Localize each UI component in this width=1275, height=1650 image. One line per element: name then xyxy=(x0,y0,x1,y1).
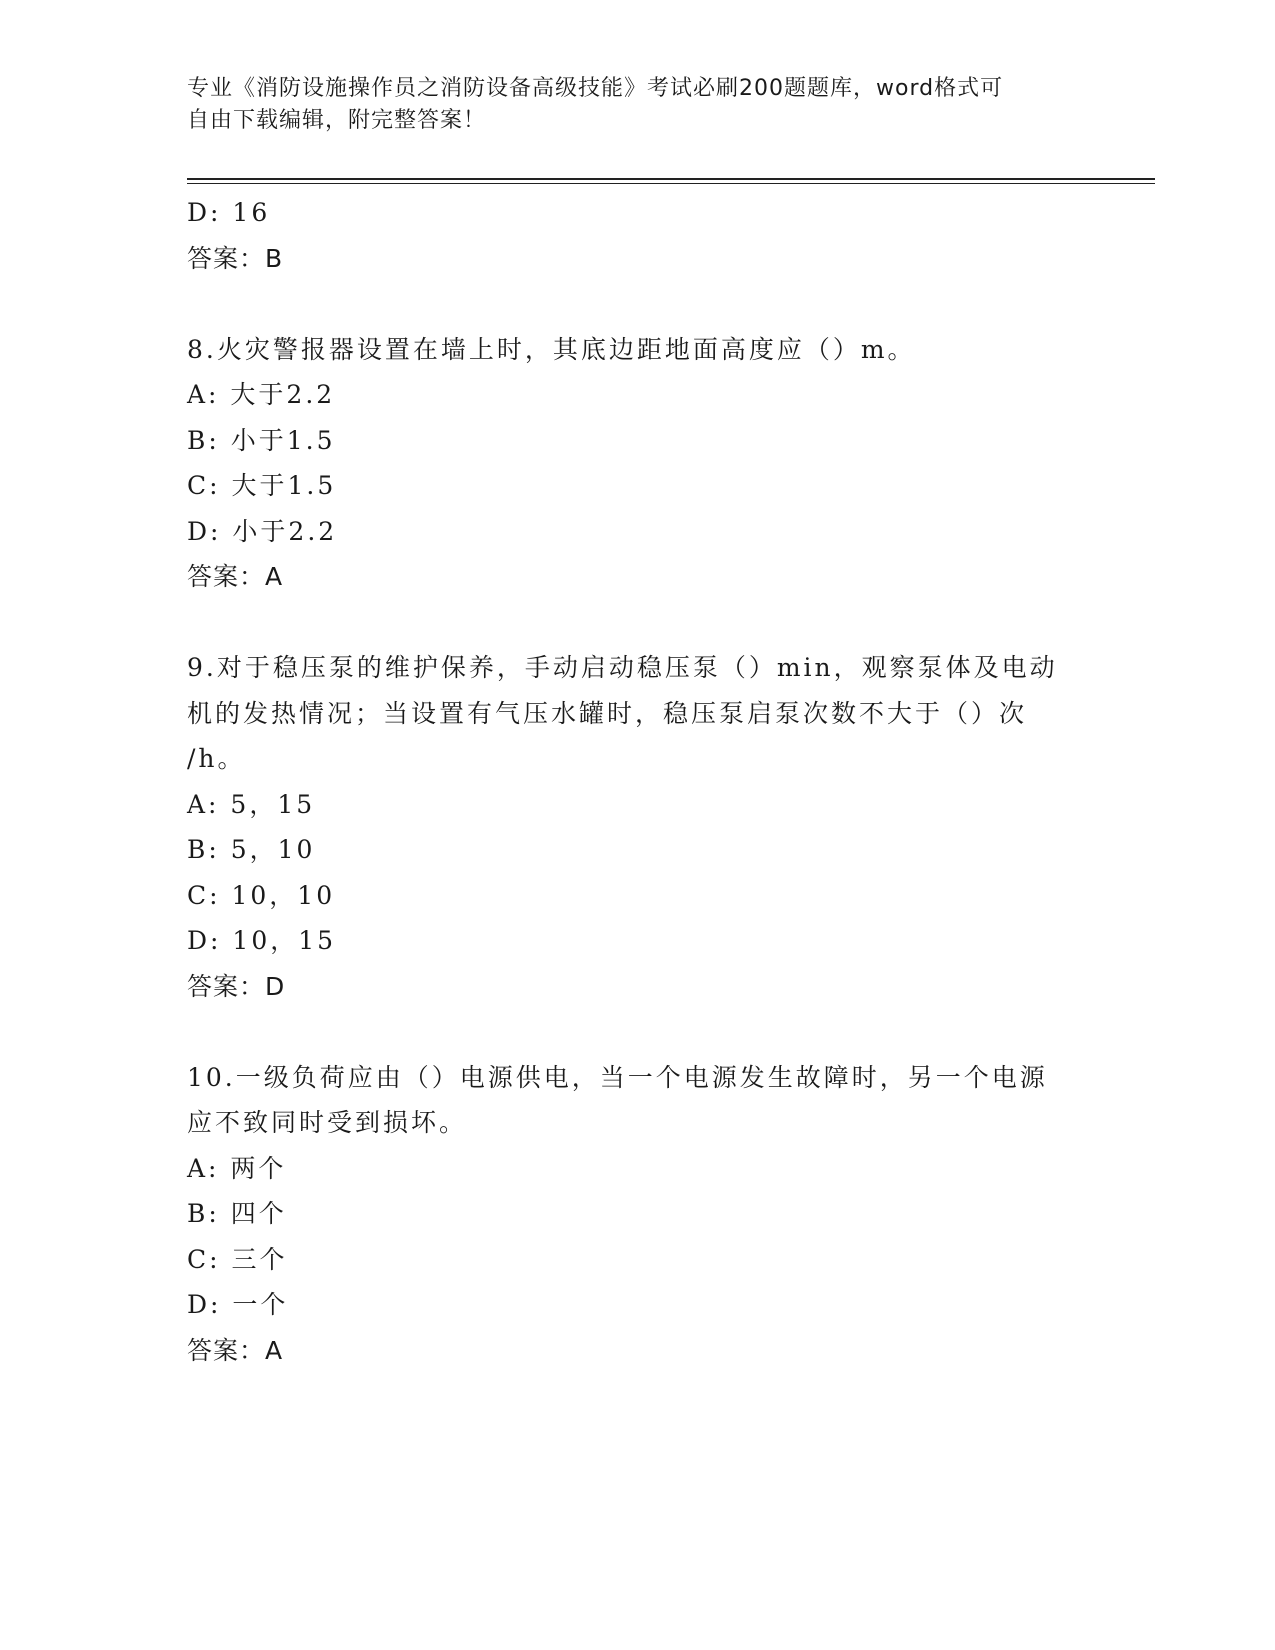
question-8-option-c: C: 大于1.5 xyxy=(187,471,337,500)
question-10 xyxy=(187,1055,1087,1374)
prev-option-d: D: 16 xyxy=(187,198,271,227)
question-8 xyxy=(187,327,1087,600)
question-9-option-c: C: 10，10 xyxy=(187,880,336,910)
question-8-option-b: B: 小于1.5 xyxy=(187,425,336,455)
question-10-option-a: A: 两个 xyxy=(187,1153,287,1183)
header-divider-thick xyxy=(187,178,1155,180)
question-8-text: 8.火灾警报器设置在墙上时，其底边距地面高度应（）m。 xyxy=(187,334,916,364)
question-content xyxy=(187,190,1087,1373)
spacer xyxy=(187,281,1087,327)
question-9-option-d: D: 10，15 xyxy=(187,926,337,955)
question-9-answer: 答案：D xyxy=(187,971,286,1001)
question-8-answer: 答案：A xyxy=(187,562,284,591)
question-10-text-line-2: 应不致同时受到损坏。 xyxy=(187,1108,468,1137)
question-10-option-b: B: 四个 xyxy=(187,1199,287,1228)
question-10-option-d: D: 一个 xyxy=(187,1290,289,1319)
question-9-option-a: A: 5，15 xyxy=(187,789,316,819)
question-10-answer: 答案：A xyxy=(187,1335,284,1365)
question-8-option-a: A: 大于2.2 xyxy=(187,380,336,409)
document-header xyxy=(187,73,1067,137)
prev-answer: 答案：B xyxy=(187,243,284,273)
question-10-text-line-1: 10.一级负荷应由（）电源供电，当一个电源发生故障时，另一个电源 xyxy=(187,1062,1048,1092)
header-line-1: 专业《消防设施操作员之消防设备高级技能》考试必刷200题题库，word格式可 xyxy=(187,76,1004,101)
question-10-option-c: C: 三个 xyxy=(187,1244,288,1274)
question-9-text-line-3: /h。 xyxy=(187,744,246,773)
question-8-option-d: D: 小于2.2 xyxy=(187,516,338,546)
question-9-text-line-2: 机的发热情况；当设置有气压水罐时，稳压泵启泵次数不大于（）次 xyxy=(187,698,1028,728)
header-divider-thin xyxy=(187,183,1155,184)
question-9-text-line-1: 9.对于稳压泵的维护保养，手动启动稳压泵（）min，观察泵体及电动 xyxy=(187,653,1058,682)
question-9 xyxy=(187,645,1087,1009)
question-9-option-b: B: 5，10 xyxy=(187,835,316,864)
spacer xyxy=(187,1009,1087,1055)
header-line-2: 自由下载编辑，附完整答案！ xyxy=(187,108,487,133)
spacer xyxy=(187,600,1087,646)
